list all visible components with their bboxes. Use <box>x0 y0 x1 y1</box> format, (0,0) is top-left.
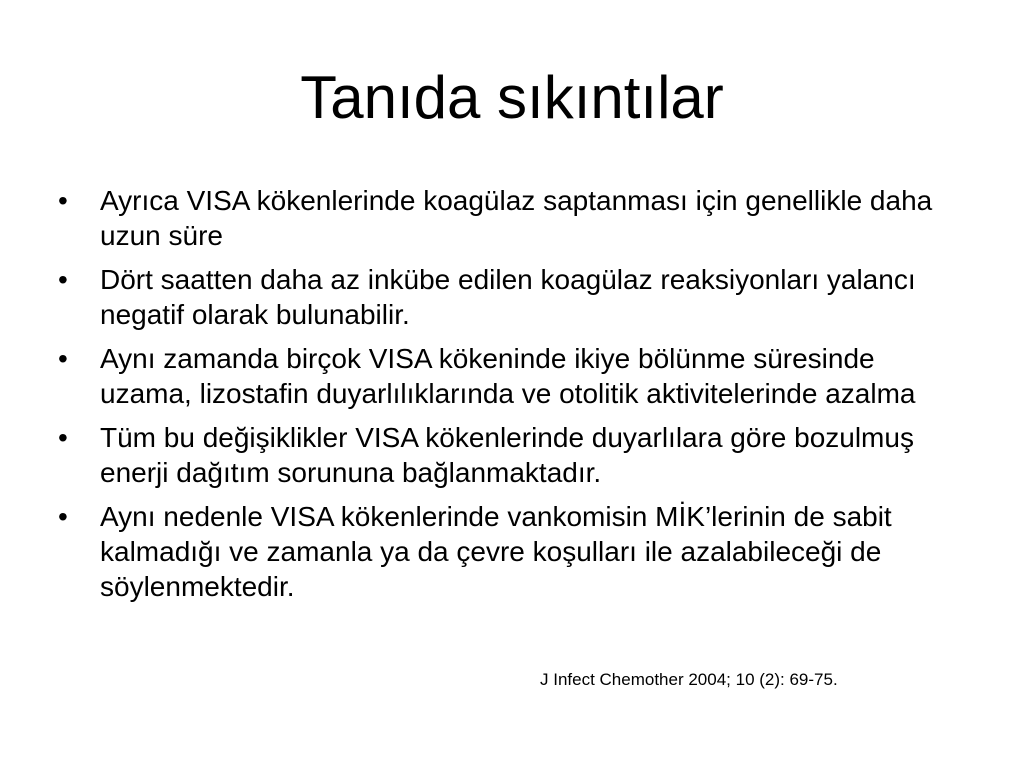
bullet-text: Aynı nedenle VISA kökenlerinde vankomisin MİK’lerinin de sabit kalmadığı ve zamanla ya da çevre koşulları ile azalabileceği de söylenmektedir. <box>100 501 892 602</box>
slide-title: Tanıda sıkıntılar <box>300 64 724 131</box>
bullet-item <box>58 341 958 411</box>
bullet-list <box>58 183 958 613</box>
bullet-item <box>58 183 958 253</box>
bullet-marker: • <box>58 422 68 453</box>
bullet-marker: • <box>58 185 68 216</box>
citation: J Infect Chemother 2004; 10 (2): 69-75. <box>540 670 838 689</box>
bullet-item <box>58 420 958 490</box>
bullet-item <box>58 499 958 604</box>
bullet-text: Ayrıca VISA kökenlerinde koagülaz saptanması için genellikle daha uzun süre <box>100 185 933 251</box>
bullet-text: Tüm bu değişiklikler VISA kökenlerinde duyarlılara göre bozulmuş enerji dağıtım sorununa bağlanmaktadır. <box>100 422 914 488</box>
bullet-text: Aynı zamanda birçok VISA kökeninde ikiye bölünme süresinde uzama, lizostafin duyarlılıklarında ve otolitik aktivitelerinde azalma <box>100 343 916 409</box>
bullet-marker: • <box>58 343 68 374</box>
bullet-marker: • <box>58 264 68 295</box>
bullet-text: Dört saatten daha az inkübe edilen koagülaz reaksiyonları yalancı negatif olarak bulunabilir. <box>100 264 916 330</box>
bullet-marker: • <box>58 501 68 532</box>
bullet-item <box>58 262 958 332</box>
